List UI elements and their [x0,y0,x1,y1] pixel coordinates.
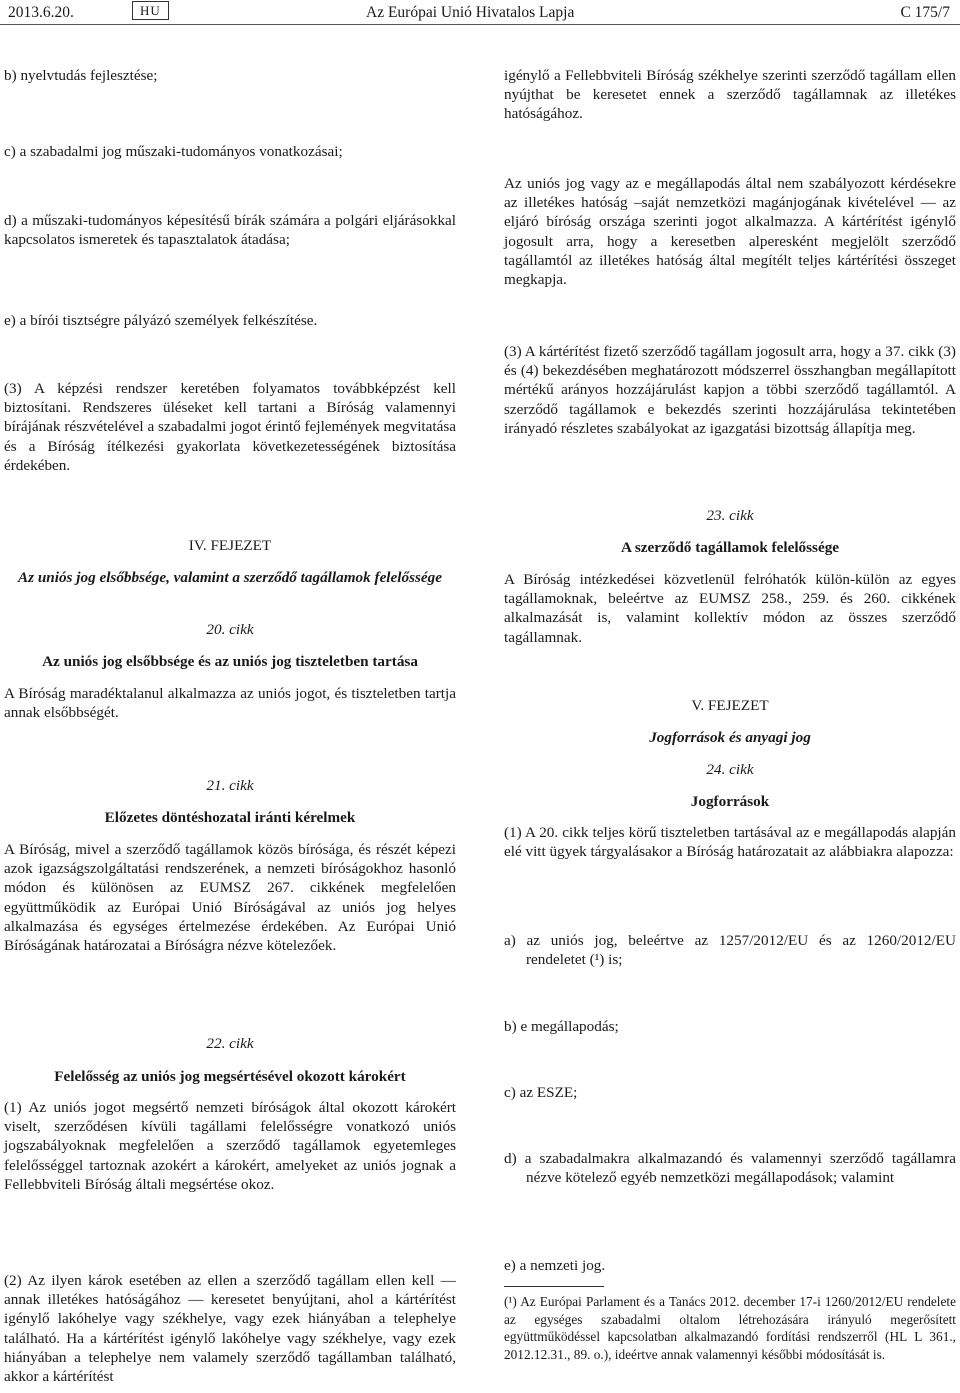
source-item-b: b) e megállapodás; [504,1018,619,1035]
article-23-text: A Bíróság intézkedései közvetlenül felróhatók külön-külön az egyes tagállamoknak, beleértve az EUMSZ 258., 259. és 260. cikkének alkalmazását is, valamint kollektív módon az összes szerződő tagállamnak. [504,571,956,646]
list-item-b: b) nyelvtudás fejlesztése; [4,67,158,84]
article-22-paragraph-1: (1) Az uniós jogot megsértő nemzeti bíróságok által okozott károkért viselt, szerződésen kívüli tagállami felelősségre vonatkozó uniós jogszabályoknak megfelelően a szerződő tagállamok egyetemleges felelősséggel tartoznak azokért a károkért, amelyeket az uniós jognak a Fellebbviteli Bíróság általi megsértése okoz. [4,1099,456,1193]
article-20-title: Az uniós jog elsőbbsége és az uniós jog tiszteletben tartása [42,653,418,670]
article-20-number: 20. cikk [206,621,254,638]
footnote-rule [504,1286,604,1287]
source-item-d: d) a szabadalmakra alkalmazandó és valamennyi szerződő tagállamra nézve kötelező egyéb nemzetközi megállapodások; valamint [504,1150,956,1187]
chapter-v-title: Jogforrások és anyagi jog [649,729,811,746]
article-24-number: 24. cikk [706,761,754,778]
paragraph-3-training: (3) A képzési rendszer keretében folyamatos továbbképzést kell biztosítani. Rendszeres üléseket kell tartani a Bíróság valamennyi bírájának részvételével a szabadalmi jogot érintő fejlemények megvitatása és a Bíróság ítélkezési gyakorlata következetességének biztosítása érdekében. [4,380,456,474]
list-item-e: e) a bírói tisztségre pályázó személyek felkészítése. [4,312,318,329]
article-22-paragraph-3: (3) A kártérítést fizető szerződő tagállam jogosult arra, hogy a 37. cikk (3) és (4) bekezdésében meghatározott módszerrel összhangban megállapított mértékű arányos hozzájárulást kapjon a többi szerződő tagállamtól. A szerződő tagállamok e bekezdés szerinti hozzájárulása tekintetében irányadó részletes szabályokat az igazgatási bizottság állapítja meg. [504,343,956,437]
language-code-badge: HU [132,1,169,20]
source-item-c: c) az ESZE; [504,1084,578,1101]
article-20-text: A Bíróság maradéktalanul alkalmazza az uniós jogot, és tiszteletben tartja annak elsőbbségét. [4,685,456,722]
page-reference: C 175/7 [900,4,950,21]
source-item-e: e) a nemzeti jog. [504,1257,606,1274]
chapter-iv-title: Az uniós jog elsőbbsége, valamint a szerződő tagállamok felelőssége [18,569,442,586]
chapter-v-label: V. FEJEZET [691,697,769,714]
applicable-law-paragraph: Az uniós jog vagy az e megállapodás által nem szabályozott kérdésekre az illetékes hatóság –saját nemzetközi magánjogának kivételével — az eljáró bíróság országa szerinti jogot alkalmazza. A kártérítést igénylő jogosult arra, hogy a keresetben alperesként megjelölt szerződő tagállamtól az illetékes hatóság által megítélt teljes kártérítési összeget megkapja. [504,175,956,289]
article-22-paragraph-2: (2) Az ilyen károk esetében az ellen a szerződő tagállam ellen kell — annak illetékes hatóságához — keresetet benyújtani, ahol a kártérítést igénylő lakóhelye vagy székhelye, vagy ezek hiányában a telephelye található. Ha a kártérítést igénylő lakóhelye vagy székhelye, vagy ezek hiányában a telephelye nem valamely szerződő tagállamban található, akkor a kártérítést [4,1272,456,1386]
source-item-a: a) az uniós jog, beleértve az 1257/2012/EU és az 1260/2012/EU rendeletet (¹) is; [504,932,956,969]
article-21-text: A Bíróság, mivel a szerződő tagállamok közös bírósága, és részét képezi azok igazságszolgáltatási rendszerének, a nemzeti bíróságokhoz hasonló módon és különösen az EUMSZ 267. cikkének megfelelően együttműködik az Európai Unió Bíróságával az uniós jog helyes alkalmazása és egységes értelmezése érdekében. Az Európai Unió Bíróságának határozatai a Bíróságra nézve kötelezőek. [4,841,456,955]
article-24-title: Jogforrások [690,793,770,810]
article-23-number: 23. cikk [706,507,754,524]
article-24-paragraph-1: (1) A 20. cikk teljes körű tiszteletben tartásával az e megállapodás alapján elé vitt ügyek tárgyalásakor a Bíróság határozatait az alábbiakra alapozza: [504,824,956,861]
article-22-number: 22. cikk [206,1035,254,1052]
page-header [0,0,960,26]
publication-date: 2013.6.20. [8,4,74,21]
article-22-continuation: igénylő a Fellebbviteli Bíróság székhelye szerinti szerződő tagállam ellen nyújthat be keresetet ennek a szerződő tagállamnak az illetékes hatóságához. [504,67,956,123]
list-item-c: c) a szabadalmi jog műszaki-tudományos vonatkozásai; [4,143,343,160]
footnote-1: (¹) Az Európai Parlament és a Tanács 2012. december 17-i 1260/2012/EU rendelete az egységes szabadalmi oltalom létrehozására irányuló megerősített együttműködéssel kapcsolatban alkalmazandó fordítási rendszerről (HL L 361., 2012.12.31., 89. o.), ideértve annak valamennyi későbbi módosítását is. [504,1294,956,1362]
article-23-title: A szerződő tagállamok felelőssége [620,539,840,556]
article-22-title: Felelősség az uniós jog megsértésével okozott károkért [54,1068,406,1085]
article-21-number: 21. cikk [206,777,254,794]
list-item-d: d) a műszaki-tudományos képesítésű bírák számára a polgári eljárásokkal kapcsolatos ismeretek és tapasztalatok átadása; [4,212,456,249]
article-21-title: Előzetes döntéshozatal iránti kérelmek [104,809,356,826]
chapter-iv-label: IV. FEJEZET [188,537,272,554]
journal-title: Az Európai Unió Hivatalos Lapja [366,4,575,21]
header-rule [0,24,960,25]
